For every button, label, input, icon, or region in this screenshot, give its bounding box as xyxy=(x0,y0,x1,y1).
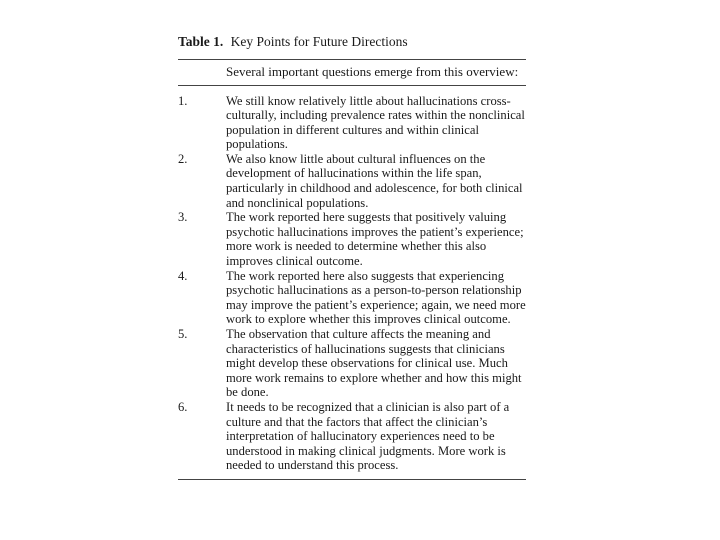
table-caption xyxy=(178,33,526,50)
list-item xyxy=(178,327,526,400)
item-number: 3. xyxy=(178,210,188,225)
item-text: We still know relatively little about hallucinations cross-culturally, including prevalence rates within the nonclinical population in different cultures and within clinical populations. xyxy=(226,93,525,152)
item-number: 5. xyxy=(178,327,188,341)
item-text: The observation that culture affects the meaning and characteristics of hallucinations suggests that clinicians might develop these observations for clinical use. Much more work remains to explore whether and how this might be done. xyxy=(226,327,522,400)
item-text: The work reported here suggests that positively valuing psychotic hallucinations improves the patient’s experience; more work is needed to determine whether this also improves clinical outcome. xyxy=(226,210,524,269)
table-title: Key Points for Future Directions xyxy=(230,34,408,49)
key-points-table xyxy=(178,33,526,480)
list-item xyxy=(178,269,526,327)
list-item xyxy=(178,210,526,268)
list-item xyxy=(178,152,526,210)
table-intro: Several important questions emerge from this overview: xyxy=(226,64,519,79)
item-number: 6. xyxy=(178,399,188,414)
item-text: It needs to be recognized that a clinician is also part of a culture and that the factors that affect the clinician’s interpretation of hallucinatory experiences need to be understood in making clinical judgments. More work is needed to understand this process. xyxy=(226,399,510,473)
list-item xyxy=(178,94,526,152)
item-text: The work reported here also suggests that experiencing psychotic hallucinations as a person-to-person relationship may improve the patient’s experience; again, we need more work to explore whether this improves clinical outcome. xyxy=(226,268,526,327)
table-label: Table 1. xyxy=(178,34,224,49)
bottom-rule xyxy=(178,479,526,480)
list-item xyxy=(178,400,526,473)
item-text: We also know little about cultural influences on the development of hallucinations within the life span, particularly in childhood and adolescence, for both clinical and nonclinical populations. xyxy=(226,151,523,210)
item-number: 1. xyxy=(178,93,188,108)
item-number: 4. xyxy=(178,268,188,283)
item-number: 2. xyxy=(178,151,188,166)
key-points-list xyxy=(178,86,526,475)
